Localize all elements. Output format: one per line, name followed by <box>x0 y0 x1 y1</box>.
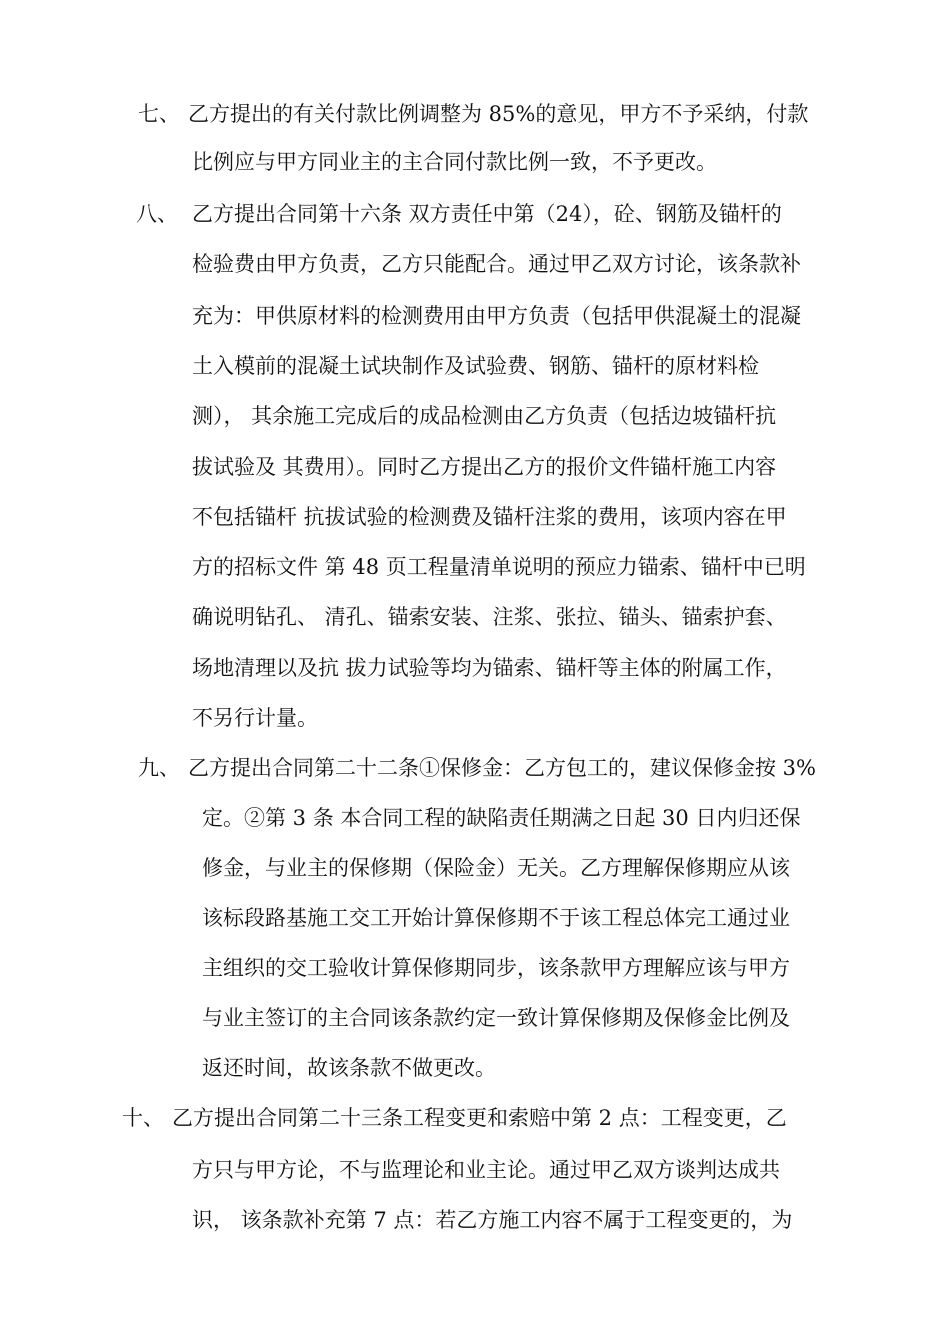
paragraph-line: 主组织的交工验收计算保修期同步，该条款甲方理解应该与甲方 <box>202 956 790 980</box>
section-number: 十、 <box>122 1106 164 1130</box>
paragraph-line: 不包括锚杆 抗拔试验的检测费及锚杆注浆的费用，该项内容在甲 <box>192 505 787 529</box>
paragraph-line: 土入模前的混凝土试块制作及试验费、钢筋、锚杆的原材料检 <box>192 354 759 378</box>
paragraph-line: 返还时间，故该条款不做更改。 <box>202 1056 496 1080</box>
line-text: 乙方提出的有关付款比例调整为 85%的意见，甲方不予采纳，付款 <box>188 102 809 126</box>
section-number: 九、 <box>138 756 180 780</box>
paragraph-line: 方只与甲方论，不与监理论和业主论。通过甲乙双方谈判达成共 <box>192 1158 780 1182</box>
section-number: 八、 <box>136 202 178 226</box>
paragraph-line: 测）， 其余施工完成后的成品检测由乙方负责（包括边坡锚杆抗 <box>192 404 777 428</box>
paragraph-line: 修金，与业主的保修期（保险金）无关。乙方理解保修期应从该 <box>202 856 790 880</box>
paragraph-line: 该标段路基施工交工开始计算保修期不于该工程总体完工通过业 <box>202 906 790 930</box>
paragraph-line: 定。②第 3 条 本合同工程的缺陷责任期满之日起 30 日内归还保 <box>202 806 801 830</box>
paragraph-line: 确说明钻孔、 清孔、锚索安装、注浆、张拉、锚头、锚索护套、 <box>192 605 787 629</box>
paragraph-line: 比例应与甲方同业主的主合同付款比例一致，不予更改。 <box>192 150 717 174</box>
paragraph-line: 拔试验及 其费用）。同时乙方提出乙方的报价文件锚杆施工内容 <box>192 455 777 479</box>
paragraph-line: 乙方提出合同第十六条 双方责任中第（24），砼、钢筋及锚杆的 <box>192 202 782 226</box>
paragraph-line: 乙方提出合同第二十三条工程变更和索赔中第 2 点：工程变更，乙 <box>172 1106 787 1130</box>
paragraph-line: 充为：甲供原材料的检测费用由甲方负责（包括甲供混凝土的混凝 <box>192 304 801 328</box>
section-number: 七、 <box>138 102 180 126</box>
paragraph-line: 场地清理以及抗 拔力试验等均为锚索、锚杆等主体的附属工作， <box>192 656 787 680</box>
paragraph-line: 乙方提出合同第二十二条①保修金：乙方包工的，建议保修金按 3% <box>188 756 816 780</box>
paragraph-line <box>188 100 842 128</box>
paragraph-line: 不另行计量。 <box>192 706 318 730</box>
paragraph-line: 方的招标文件 第 48 页工程量清单说明的预应力锚索、锚杆中已明 <box>192 555 806 579</box>
paragraph-line: 识， 该条款补充第 7 点：若乙方施工内容不属于工程变更的，为 <box>192 1208 793 1232</box>
paragraph-line: 与业主签订的主合同该条款约定一致计算保修期及保修金比例及 <box>202 1006 790 1030</box>
paragraph-line: 检验费由甲方负责，乙方只能配合。通过甲乙双方讨论，该条款补 <box>192 252 801 276</box>
